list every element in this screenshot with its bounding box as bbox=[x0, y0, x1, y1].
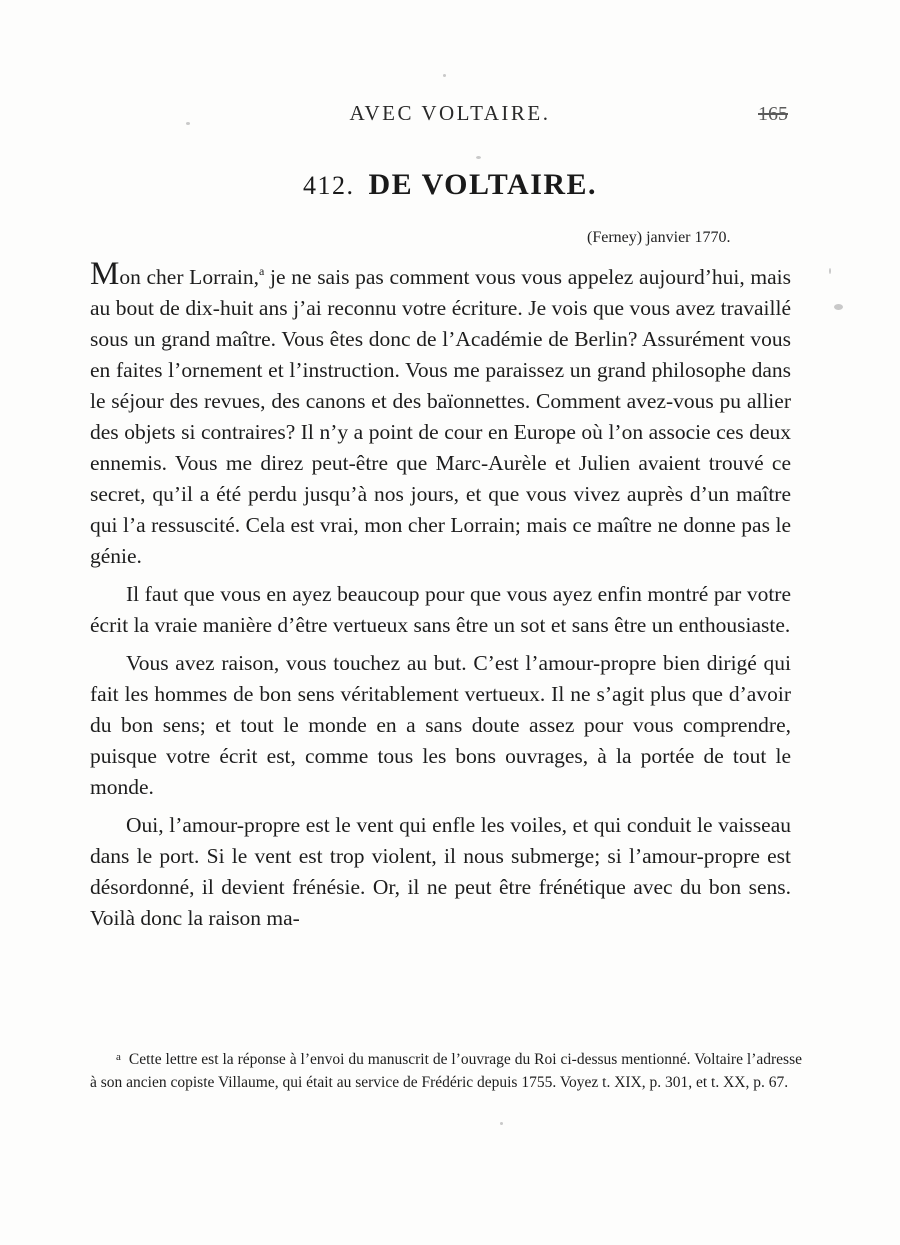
paper-speck bbox=[829, 268, 831, 274]
footnote-marker: a bbox=[116, 1051, 121, 1063]
paragraph-4: Oui, l’amour-propre est le vent qui enfle les voiles, et qui conduit le vaisseau dans le port. Si le vent est trop violent, il nous submerge; si l’amour-propre est désordonné, il devient frénésie. Or, il ne peut être frénétique avec du bon sens. Voilà donc la raison ma- bbox=[90, 813, 791, 930]
dateline: (Ferney) janvier 1770. bbox=[587, 229, 731, 246]
paper-speck bbox=[476, 156, 481, 159]
paragraph-1-text: je ne sais pas comment vous vous appelez aujourd’hui, mais au bout de dix-huit ans j’ai reconnu votre écriture. Je vois que vous avez travaillé sous un grand maître. Vous êtes donc de l’Académie de Berlin? Assurément vous en faites l’ornement et l’instruction. Vous me paraissez un grand philosophe dans le séjour des revues, des canons et des baïonnettes. Comment avez-vous pu allier des objets si contraires? Il n’y a point de cour en Europe où l’on associe ces deux ennemis. Vous me direz peut-être que Marc-Aurèle et Julien avaient trouvé ce secret, qu’il a été perdu jusqu’à nos jours, et que vous vivez auprès d’un maître qui l’a ressuscité. Cela est vrai, mon cher Lorrain; mais ce maître ne donne pas le génie. bbox=[90, 265, 791, 568]
letter-number: 412. bbox=[302, 171, 355, 200]
paper-speck bbox=[834, 304, 843, 310]
paragraph-1 bbox=[90, 256, 791, 572]
paper-speck bbox=[186, 122, 190, 125]
drop-cap: M bbox=[90, 256, 120, 292]
paragraph-3: Vous avez raison, vous touchez au but. C’est l’amour-propre bien dirigé qui fait les hommes de bon sens véritablement vertueux. Il ne s’agit plus que d’avoir du bon sens; et tout le monde en a sans doute assez pour vous comprendre, puisque votre écrit est, comme tous les bons ouvrages, à la portée de tout le monde. bbox=[90, 651, 791, 799]
paper-speck bbox=[500, 1122, 503, 1125]
letter-heading bbox=[0, 168, 900, 202]
footnote-text: Cette lettre est la réponse à l’envoi du manuscrit de l’ouvrage du Roi ci-dessus mentionné. Voltaire l’adresse à son ancien copiste Villaume, qui était au service de Frédéric depuis 1755. Voyez t. XIX, p. 301, et t. XX, p. 67. bbox=[90, 1051, 802, 1091]
salutation: on cher Lorrain, bbox=[119, 265, 260, 289]
paragraph-2: Il faut que vous en ayez beaucoup pour que vous ayez enfin montré par votre écrit la vraie manière d’être vertueux sans être un sot et sans être un enthousiaste. bbox=[90, 582, 791, 637]
running-head: AVEC VOLTAIRE. bbox=[349, 101, 551, 125]
page-number: 165 bbox=[758, 103, 788, 125]
footnote-reference: a bbox=[259, 264, 265, 278]
paper-speck bbox=[443, 74, 446, 77]
footnote bbox=[90, 1046, 802, 1094]
letter-body bbox=[90, 256, 791, 934]
letter-title: DE VOLTAIRE. bbox=[368, 168, 598, 201]
